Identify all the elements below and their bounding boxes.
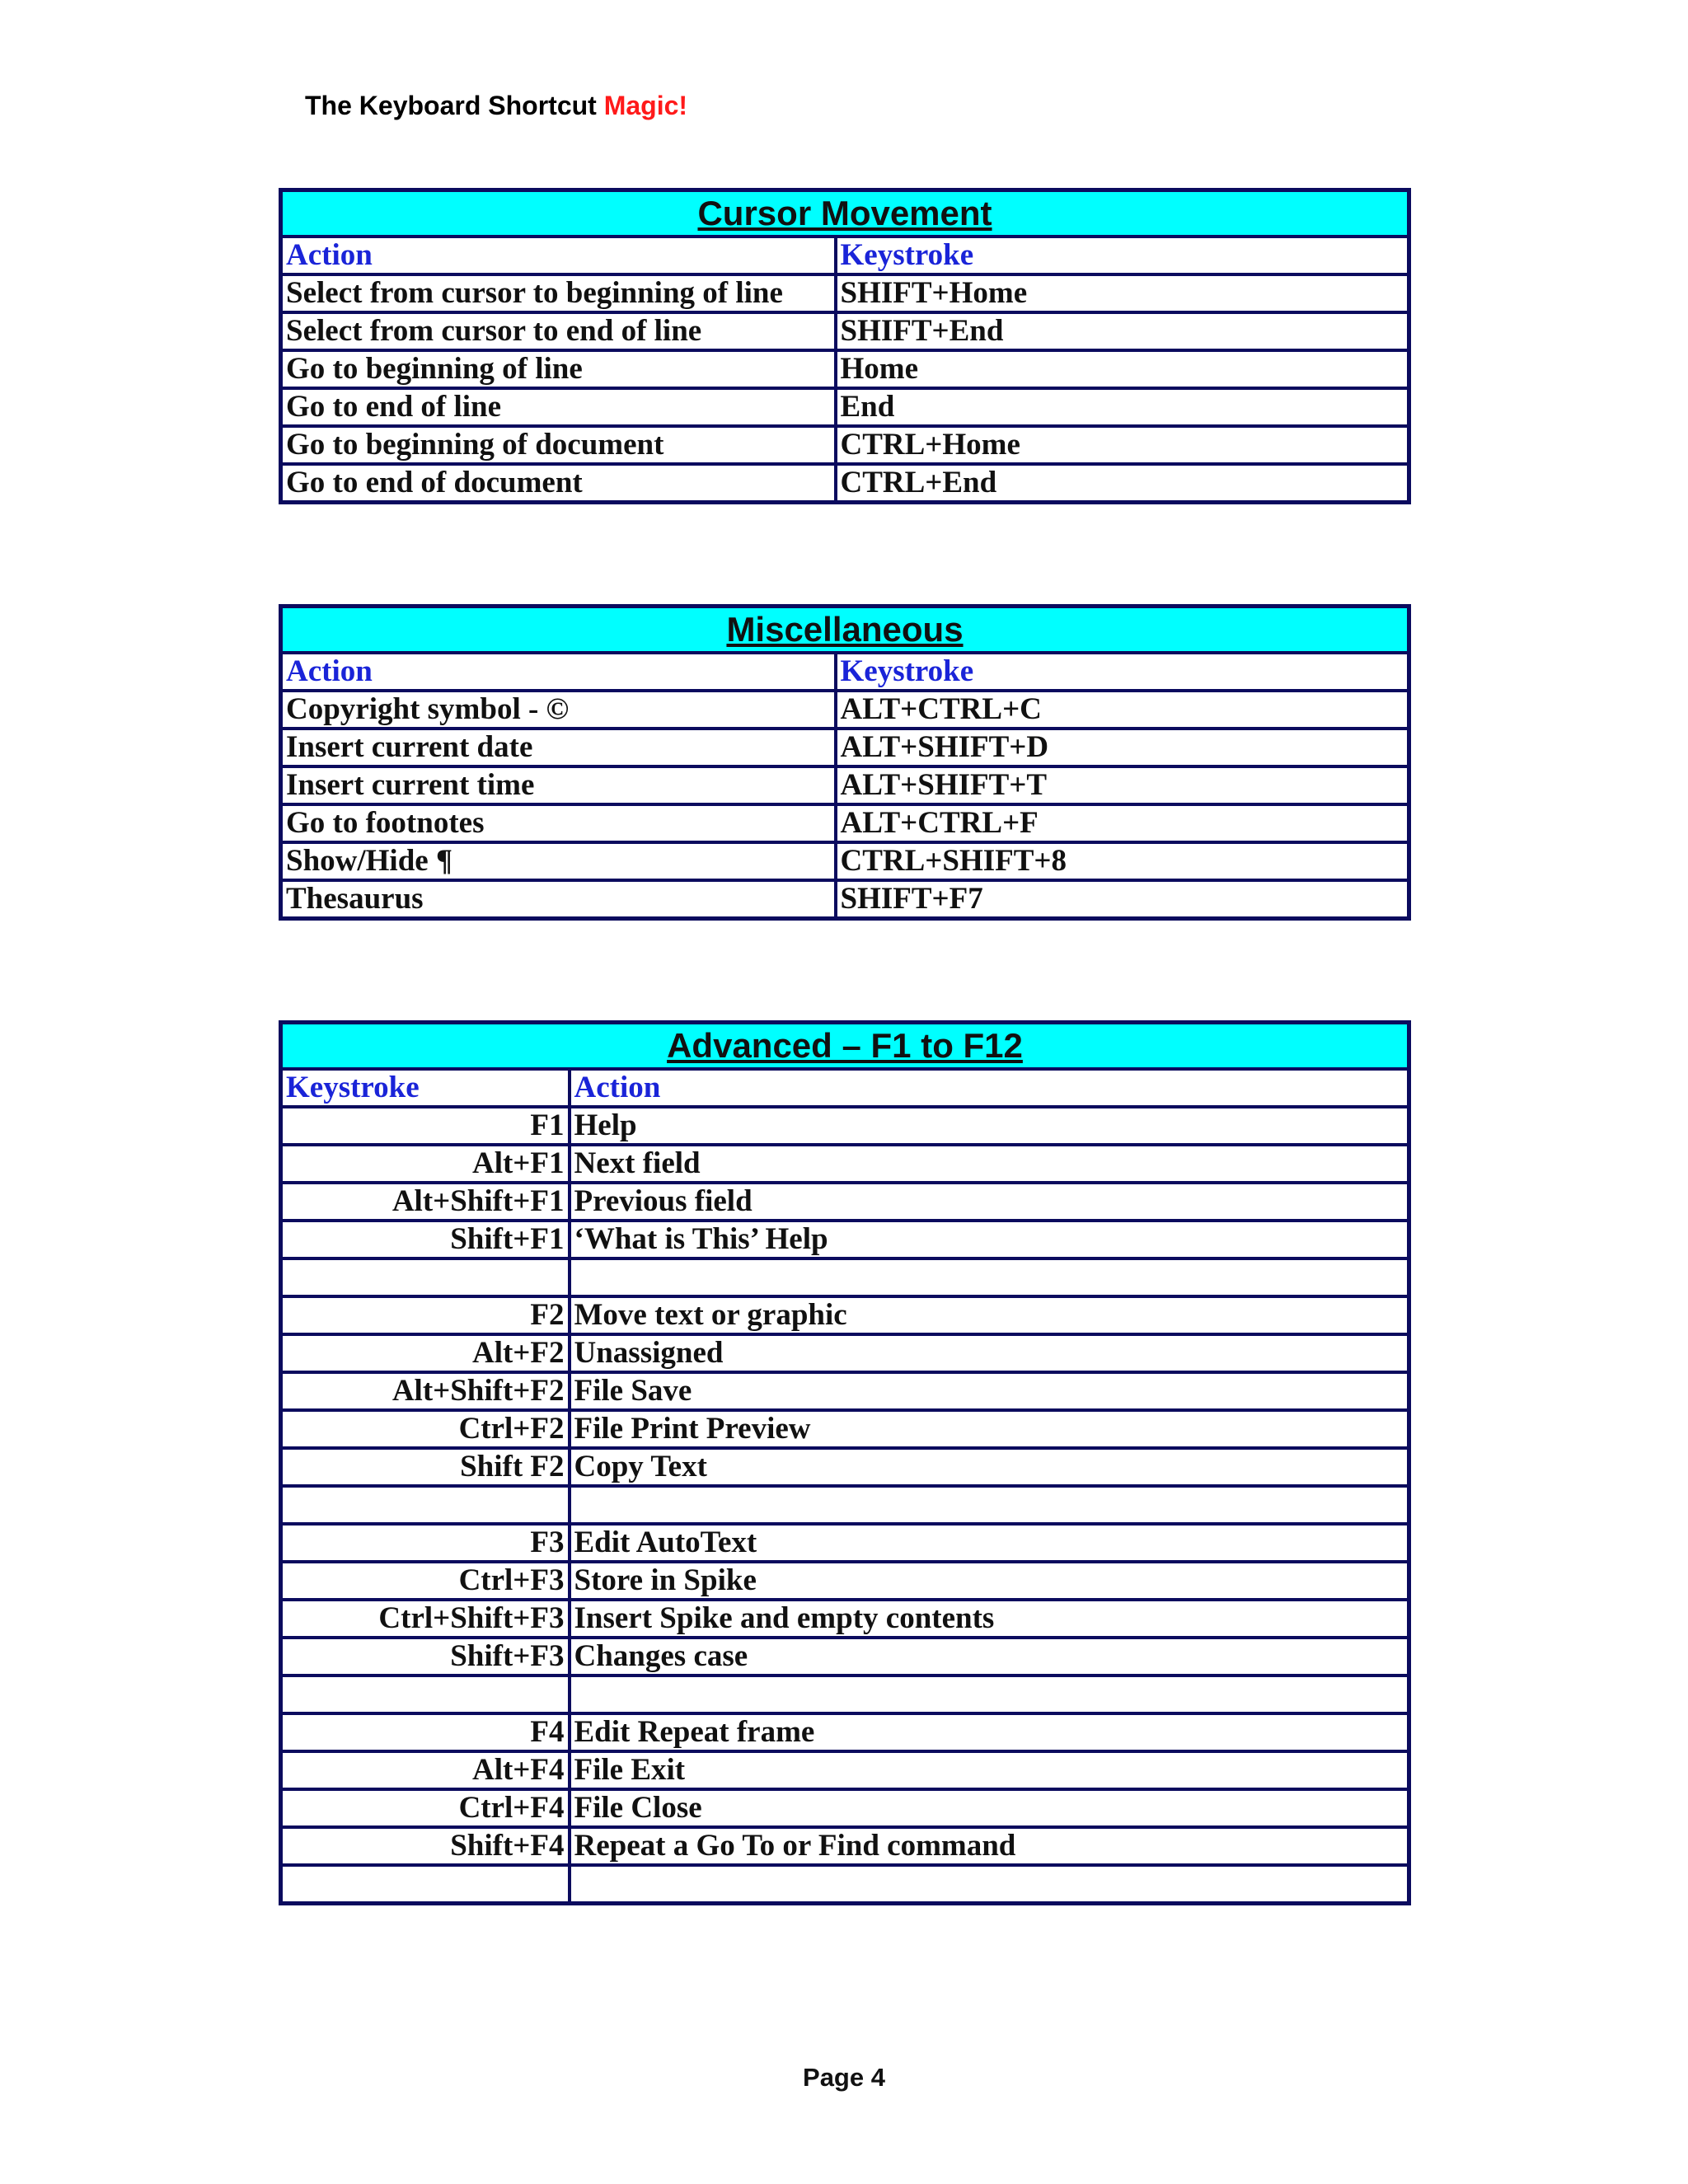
- table-title: Advanced – F1 to F12: [281, 1023, 1409, 1070]
- keystroke-cell: [281, 1675, 570, 1713]
- keystroke-cell: Ctrl+Shift+F3: [281, 1600, 570, 1638]
- table-row: [281, 1865, 1409, 1904]
- table-row: [281, 388, 1409, 426]
- keystroke-cell: Shift+F4: [281, 1827, 570, 1865]
- keystroke-cell: ALT+CTRL+C: [836, 691, 1409, 729]
- keystroke-cell: CTRL+End: [836, 464, 1409, 503]
- table-row: [281, 1789, 1409, 1827]
- keystroke-cell: Shift+F1: [281, 1221, 570, 1258]
- action-cell: File Exit: [570, 1751, 1409, 1789]
- action-cell: Go to end of line: [281, 388, 836, 426]
- advanced-table: [279, 1020, 1411, 1905]
- keystroke-cell: ALT+CTRL+F: [836, 804, 1409, 842]
- action-cell: [570, 1258, 1409, 1296]
- keystroke-cell: Ctrl+F4: [281, 1789, 570, 1827]
- table-row: [281, 1107, 1409, 1145]
- table-row: [281, 1751, 1409, 1789]
- column-header-row: [281, 653, 1409, 691]
- column-header-action: Action: [570, 1069, 1409, 1107]
- action-cell: Go to beginning of document: [281, 426, 836, 464]
- table-row: [281, 1675, 1409, 1713]
- action-cell: Thesaurus: [281, 880, 836, 919]
- table-row: [281, 464, 1409, 503]
- keystroke-cell: End: [836, 388, 1409, 426]
- table-row: [281, 880, 1409, 919]
- keystroke-cell: F2: [281, 1296, 570, 1334]
- action-cell: [570, 1865, 1409, 1904]
- action-cell: Copyright symbol - ©: [281, 691, 836, 729]
- cursor-movement-table: [279, 188, 1411, 504]
- keystroke-cell: F1: [281, 1107, 570, 1145]
- keystroke-cell: Shift+F3: [281, 1638, 570, 1675]
- keystroke-cell: Shift F2: [281, 1448, 570, 1486]
- action-cell: Select from cursor to end of line: [281, 312, 836, 350]
- action-cell: Repeat a Go To or Find command: [570, 1827, 1409, 1865]
- table-row: [281, 274, 1409, 312]
- table-row: [281, 729, 1409, 766]
- table-row: [281, 842, 1409, 880]
- action-cell: Edit Repeat frame: [570, 1713, 1409, 1751]
- keystroke-cell: SHIFT+Home: [836, 274, 1409, 312]
- table-row: [281, 1713, 1409, 1751]
- table-row: [281, 1183, 1409, 1221]
- table-row: [281, 804, 1409, 842]
- table-row: [281, 1448, 1409, 1486]
- keystroke-cell: [281, 1486, 570, 1524]
- action-cell: Help: [570, 1107, 1409, 1145]
- column-header-row: [281, 237, 1409, 274]
- table-row: [281, 1827, 1409, 1865]
- action-cell: Unassigned: [570, 1334, 1409, 1372]
- action-cell: Move text or graphic: [570, 1296, 1409, 1334]
- table-row: [281, 1600, 1409, 1638]
- action-cell: [570, 1486, 1409, 1524]
- keystroke-cell: F4: [281, 1713, 570, 1751]
- table-row: [281, 1486, 1409, 1524]
- keystroke-cell: Alt+Shift+F1: [281, 1183, 570, 1221]
- action-cell: Edit AutoText: [570, 1524, 1409, 1562]
- table-title: Cursor Movement: [281, 190, 1409, 237]
- column-header-action: Action: [281, 237, 836, 274]
- column-header-keystroke: Keystroke: [836, 237, 1409, 274]
- table-row: [281, 426, 1409, 464]
- column-header-row: [281, 1069, 1409, 1107]
- table-row: [281, 1410, 1409, 1448]
- header-title-highlight: Magic!: [603, 91, 688, 120]
- table-row: [281, 1145, 1409, 1183]
- keystroke-cell: Alt+F2: [281, 1334, 570, 1372]
- table-row: [281, 1562, 1409, 1600]
- action-cell: Copy Text: [570, 1448, 1409, 1486]
- table-row: [281, 766, 1409, 804]
- table-row: [281, 1372, 1409, 1410]
- action-cell: Changes case: [570, 1638, 1409, 1675]
- table-row: [281, 691, 1409, 729]
- action-cell: Go to footnotes: [281, 804, 836, 842]
- action-cell: [570, 1675, 1409, 1713]
- keystroke-cell: CTRL+SHIFT+8: [836, 842, 1409, 880]
- keystroke-cell: Alt+Shift+F2: [281, 1372, 570, 1410]
- table-row: [281, 1334, 1409, 1372]
- table-row: [281, 312, 1409, 350]
- column-header-keystroke: Keystroke: [836, 653, 1409, 691]
- action-cell: ‘What is This’ Help: [570, 1221, 1409, 1258]
- action-cell: Go to end of document: [281, 464, 836, 503]
- keystroke-cell: Alt+F1: [281, 1145, 570, 1183]
- keystroke-cell: [281, 1865, 570, 1904]
- column-header-keystroke: Keystroke: [281, 1069, 570, 1107]
- column-header-action: Action: [281, 653, 836, 691]
- table-row: [281, 1524, 1409, 1562]
- action-cell: Insert Spike and empty contents: [570, 1600, 1409, 1638]
- keystroke-cell: Ctrl+F3: [281, 1562, 570, 1600]
- table-title: Miscellaneous: [281, 607, 1409, 654]
- keystroke-cell: [281, 1258, 570, 1296]
- action-cell: File Close: [570, 1789, 1409, 1827]
- keystroke-cell: SHIFT+End: [836, 312, 1409, 350]
- action-cell: Store in Spike: [570, 1562, 1409, 1600]
- header-title-prefix: The Keyboard Shortcut: [305, 91, 604, 120]
- action-cell: Previous field: [570, 1183, 1409, 1221]
- keystroke-cell: F3: [281, 1524, 570, 1562]
- keystroke-cell: Ctrl+F2: [281, 1410, 570, 1448]
- page-header: [305, 91, 687, 121]
- table-row: [281, 1258, 1409, 1296]
- action-cell: Insert current date: [281, 729, 836, 766]
- table-row: [281, 1221, 1409, 1258]
- page-number: Page 4: [803, 2063, 885, 2092]
- action-cell: Insert current time: [281, 766, 836, 804]
- keystroke-cell: ALT+SHIFT+D: [836, 729, 1409, 766]
- keystroke-cell: ALT+SHIFT+T: [836, 766, 1409, 804]
- keystroke-cell: CTRL+Home: [836, 426, 1409, 464]
- keystroke-cell: Home: [836, 350, 1409, 388]
- table-row: [281, 1296, 1409, 1334]
- table-row: [281, 350, 1409, 388]
- action-cell: File Print Preview: [570, 1410, 1409, 1448]
- keystroke-cell: Alt+F4: [281, 1751, 570, 1789]
- action-cell: Next field: [570, 1145, 1409, 1183]
- action-cell: Go to beginning of line: [281, 350, 836, 388]
- action-cell: Select from cursor to beginning of line: [281, 274, 836, 312]
- keystroke-cell: SHIFT+F7: [836, 880, 1409, 919]
- table-row: [281, 1638, 1409, 1675]
- action-cell: File Save: [570, 1372, 1409, 1410]
- action-cell: Show/Hide ¶: [281, 842, 836, 880]
- miscellaneous-table: [279, 604, 1411, 921]
